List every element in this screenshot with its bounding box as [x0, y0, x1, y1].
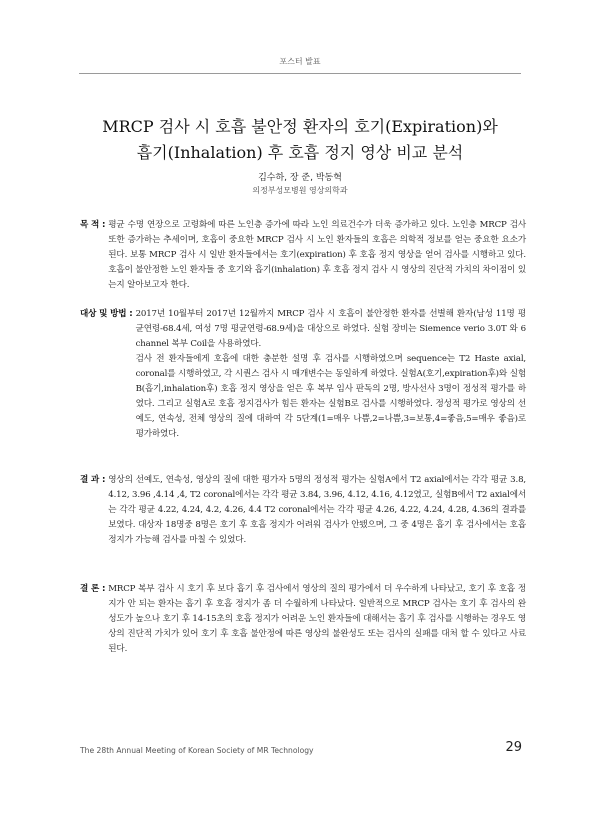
page-number: 29	[505, 740, 522, 755]
title-line-2: 흡기(Inhalation) 후 호흡 정지 영상 비교 분석	[136, 143, 464, 162]
results-paragraph: 영상의 선예도, 연속성, 영상의 질에 대한 평가자 5명의 정성적 평가는 실험A에서 T2 axial에서는 각각 평균 3.8, 4.12, 3.96 ,4.14 ,4, T2 coronal에서는 각각 평균 3.84, 3.96, 4.12, 4.16, 4.12였고, 실험B에서 T2 axial에서는 각각 평균 4.22, 4.24, 4.2, 4.26, 4.4 T2 coronal에서는 각각 평균 4.26, 4.22, 4.24, 4.28, 4.36의 결과를 보였다. 대상자 18명중 8명은 호기 후 호흡 정지가 어려워 검사가 안됐으며, 그 중 4명은 흡기 후 검사에서는 호흡 정지가 가능해 검사를 마칠 수 있었다.	[108, 475, 526, 545]
section-conclusion	[80, 582, 526, 657]
header-divider	[79, 73, 521, 74]
purpose-paragraph: 평균 수명 연장으로 고령화에 따른 노인층 증가에 따라 노인 의료건수가 더욱 증가하고 있다. 노인층 MRCP 검사 또한 증가하는 추세이며, 호흡이 중요한 MRCP 검사 시 노인 환자들의 호흡은 의학적 정보를 얻는 중요한 요소가 된다. 보통 MRCP 검사 시 일반 환자들에서는 호기(expiration) 후 호흡 정지 영상을 얻어 검사를 시행하고 있다. 호흡이 불안정한 노인 환자들 중 호기와 흡기(inhalation) 후 호흡 정지 검사 시 영상의 진단적 가치의 차이점이 있는지 알아보고자 한다.	[108, 220, 526, 290]
section-body-methods	[136, 307, 526, 442]
section-body-results	[108, 473, 526, 548]
section-label-results: 결 과 :	[80, 475, 106, 485]
section-methods	[80, 307, 526, 442]
conclusion-paragraph: MRCP 복부 검사 시 호기 후 보다 흡기 후 검사에서 영상의 질의 평가에서 더 우수하게 나타났고, 호기 후 호흡 정지가 안 되는 환자는 흡기 후 호흡 정지가 좀 더 수월하게 나타났다. 일반적으로 MRCP 검사는 호기 후 검사의 완성도가 높으나 호기 후 14-15초의 호흡 정지가 어려운 노인 환자들에 대해서는 흡기 후 검사를 시행하는 경우도 영상의 진단적 가치가 있어 호기 후 호흡 불안정에 따른 영상의 불완성도 또는 검사의 실패를 대처 할 수 있다고 사료된다.	[108, 584, 526, 654]
section-label-methods: 대상 및 방법 :	[80, 309, 133, 319]
section-body-purpose	[108, 218, 526, 293]
section-purpose	[80, 218, 526, 293]
header-label: 포스터 발표	[279, 57, 321, 66]
author-list: 김수하, 장 준, 박동혁	[258, 173, 342, 183]
title-line-1: MRCP 검사 시 호흡 불안정 환자의 호기(Expiration)와	[102, 117, 498, 136]
section-body-conclusion	[108, 582, 526, 657]
section-label-purpose: 목 적 :	[80, 220, 106, 230]
methods-paragraph-1: 2017년 10월부터 2017년 12월까지 MRCP 검사 시 호흡이 불안정한 환자를 선별해 환자(남성 11명 평균연령-68.4세, 여성 7명 평균연령-68.9세)을 대상으로 하였다. 실험 장비는 Siemence verio 3.0T 와 6 channel 복부 Coil을 사용하였다.	[135, 309, 526, 349]
article-title	[60, 114, 540, 166]
footer-conference-name: The 28th Annual Meeting of Korean Society of MR Technology	[80, 746, 314, 755]
affiliation: 의정부성모병원 영상의학과	[252, 186, 348, 195]
section-results	[80, 473, 526, 548]
section-label-conclusion: 결 론 :	[80, 584, 106, 594]
methods-paragraph-2: 검사 전 환자들에게 호흡에 대한 충분한 설명 후 검사를 시행하였으며 sequence는 T2 Haste axial, coronal를 시행하였고, 각 시퀀스 검사 시 매개변수는 동일하게 하였다. 실험A(호기,expiration후)와 실험B(흡기,inhalation후) 호흡 정지 영상을 얻은 후 복부 임사 판독의 2명, 방사선사 3명이 정성적 평가를 하였다. 그리고 실험A로 호흡 정지검사가 힘든 환자는 실험B로 검사를 시행하였다. 정성적 평가로 영상의 선예도, 연속성, 전체 영상의 질에 대하여 각 5단계(1=매우 나쁨,2=나쁨,3=보통,4=좋음,5=매우 좋음)로 평가하였다.	[135, 354, 526, 439]
